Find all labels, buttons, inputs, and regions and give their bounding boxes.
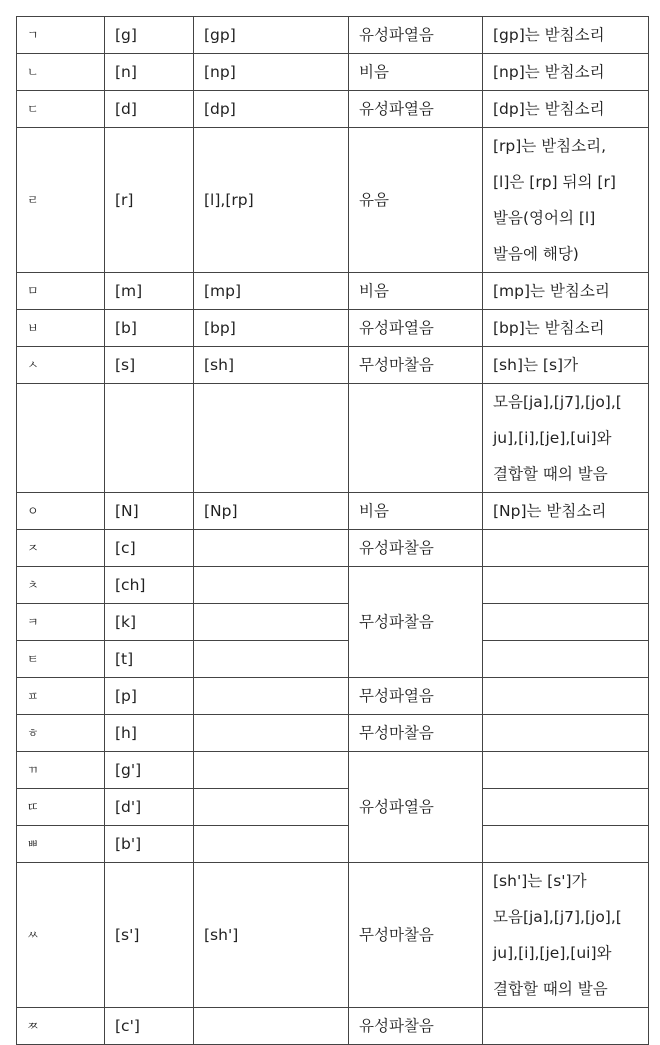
sound-type-cell: 무성파열음 <box>349 678 483 715</box>
letter-cell: ㅍ <box>17 678 105 715</box>
letter-cell: ㄸ <box>17 789 105 826</box>
initial-sound-cell: [c'] <box>105 1008 194 1045</box>
note-line: [bp]는 받침소리 <box>493 319 605 337</box>
table-row <box>17 715 649 752</box>
letter-cell: ㅂ <box>17 310 105 347</box>
final-sound-cell <box>194 715 349 752</box>
initial-sound-cell: [s] <box>105 347 194 384</box>
note-cell <box>483 493 649 530</box>
note-cell <box>483 641 649 678</box>
final-sound-cell: [bp] <box>194 310 349 347</box>
table-row <box>17 530 649 567</box>
note-cell <box>483 273 649 310</box>
table-row <box>17 273 649 310</box>
note-cell <box>483 752 649 789</box>
letter-cell: ㄷ <box>17 91 105 128</box>
note-line: [sh']는 [s']가 <box>493 872 587 890</box>
letter-cell: ㅊ <box>17 567 105 604</box>
final-sound-cell: [sh'] <box>194 863 349 1008</box>
table-row <box>17 17 649 54</box>
note-line: 결합할 때의 발음 <box>493 465 608 483</box>
initial-sound-cell: [c] <box>105 530 194 567</box>
letter-cell: ㅋ <box>17 604 105 641</box>
final-sound-cell: [Np] <box>194 493 349 530</box>
note-cell <box>483 310 649 347</box>
note-line: 모음[ja],[j7],[jo],[ <box>493 908 622 926</box>
table-row <box>17 604 649 641</box>
sound-type-cell: 유성파열음 <box>349 91 483 128</box>
letter-cell: ㄲ <box>17 752 105 789</box>
note-cell <box>483 789 649 826</box>
note-line: [dp]는 받침소리 <box>493 100 605 118</box>
final-sound-cell: [mp] <box>194 273 349 310</box>
sound-type-cell: 유음 <box>349 128 483 273</box>
initial-sound-cell: [t] <box>105 641 194 678</box>
final-sound-cell: [dp] <box>194 91 349 128</box>
table-row <box>17 493 649 530</box>
initial-sound-cell: [s'] <box>105 863 194 1008</box>
initial-sound-cell: [p] <box>105 678 194 715</box>
sound-type-cell: 무성마찰음 <box>349 863 483 1008</box>
initial-sound-cell: [r] <box>105 128 194 273</box>
letter-cell: ㄴ <box>17 54 105 91</box>
letter-cell: ㅎ <box>17 715 105 752</box>
table-row <box>17 347 649 384</box>
sound-type-cell: 비음 <box>349 273 483 310</box>
note-cell <box>483 384 649 493</box>
note-line: 발음에 해당) <box>493 245 579 263</box>
letter-cell <box>17 384 105 493</box>
letter-cell: ㄱ <box>17 17 105 54</box>
letter-cell: ㅌ <box>17 641 105 678</box>
initial-sound-cell: [d'] <box>105 789 194 826</box>
note-cell <box>483 1008 649 1045</box>
letter-cell: ㅆ <box>17 863 105 1008</box>
note-cell <box>483 54 649 91</box>
note-cell <box>483 863 649 1008</box>
initial-sound-cell: [m] <box>105 273 194 310</box>
final-sound-cell <box>194 384 349 493</box>
note-cell <box>483 715 649 752</box>
note-cell <box>483 678 649 715</box>
final-sound-cell <box>194 604 349 641</box>
letter-cell: ㄹ <box>17 128 105 273</box>
note-cell <box>483 567 649 604</box>
table-row <box>17 641 649 678</box>
note-line: [gp]는 받침소리 <box>493 26 605 44</box>
table-row <box>17 1008 649 1045</box>
note-line: 결합할 때의 발음 <box>493 980 608 998</box>
note-line: [mp]는 받침소리 <box>493 282 610 300</box>
initial-sound-cell: [b] <box>105 310 194 347</box>
sound-type-cell: 유성파열음 <box>349 17 483 54</box>
initial-sound-cell: [h] <box>105 715 194 752</box>
initial-sound-cell: [d] <box>105 91 194 128</box>
final-sound-cell <box>194 789 349 826</box>
note-line: 모음[ja],[j7],[jo],[ <box>493 393 622 411</box>
table-row <box>17 863 649 1008</box>
final-sound-cell <box>194 826 349 863</box>
sound-type-cell: 무성파찰음 <box>349 567 483 678</box>
sound-type-cell: 유성파찰음 <box>349 530 483 567</box>
initial-sound-cell: [g'] <box>105 752 194 789</box>
table-row <box>17 310 649 347</box>
letter-cell: ㅃ <box>17 826 105 863</box>
note-cell <box>483 530 649 567</box>
final-sound-cell: [sh] <box>194 347 349 384</box>
table-row <box>17 789 649 826</box>
final-sound-cell <box>194 567 349 604</box>
final-sound-cell: [np] <box>194 54 349 91</box>
initial-sound-cell: [g] <box>105 17 194 54</box>
letter-cell: ㅉ <box>17 1008 105 1045</box>
note-cell <box>483 128 649 273</box>
note-cell <box>483 347 649 384</box>
sound-type-cell: 비음 <box>349 54 483 91</box>
table-row <box>17 567 649 604</box>
final-sound-cell: [l],[rp] <box>194 128 349 273</box>
initial-sound-cell: [N] <box>105 493 194 530</box>
note-line: ju],[i],[je],[ui]와 <box>493 944 612 962</box>
letter-cell: ㅇ <box>17 493 105 530</box>
table-row <box>17 752 649 789</box>
table-row <box>17 54 649 91</box>
initial-sound-cell <box>105 384 194 493</box>
note-line: 발음(영어의 [l] <box>493 209 596 227</box>
final-sound-cell <box>194 752 349 789</box>
final-sound-cell <box>194 1008 349 1045</box>
note-line: [np]는 받침소리 <box>493 63 605 81</box>
table-row <box>17 384 649 493</box>
initial-sound-cell: [k] <box>105 604 194 641</box>
note-line: [sh]는 [s]가 <box>493 356 579 374</box>
sound-type-cell: 유성파열음 <box>349 752 483 863</box>
final-sound-cell <box>194 530 349 567</box>
letter-cell: ㅅ <box>17 347 105 384</box>
note-line: [rp]는 받침소리, <box>493 137 607 155</box>
letter-cell: ㅈ <box>17 530 105 567</box>
sound-type-cell: 유성파열음 <box>349 310 483 347</box>
sound-type-cell <box>349 384 483 493</box>
table-row <box>17 678 649 715</box>
table-row <box>17 91 649 128</box>
sound-type-cell: 무성마찰음 <box>349 347 483 384</box>
initial-sound-cell: [ch] <box>105 567 194 604</box>
sound-type-cell: 비음 <box>349 493 483 530</box>
note-cell <box>483 826 649 863</box>
sound-type-cell: 유성파찰음 <box>349 1008 483 1045</box>
phoneme-table <box>16 16 649 1045</box>
table-row <box>17 128 649 273</box>
letter-cell: ㅁ <box>17 273 105 310</box>
note-line: [l]은 [rp] 뒤의 [r] <box>493 173 616 191</box>
note-cell <box>483 604 649 641</box>
note-cell <box>483 91 649 128</box>
sound-type-cell: 무성마찰음 <box>349 715 483 752</box>
final-sound-cell <box>194 678 349 715</box>
initial-sound-cell: [b'] <box>105 826 194 863</box>
table-row <box>17 826 649 863</box>
table-body <box>17 17 649 1045</box>
initial-sound-cell: [n] <box>105 54 194 91</box>
final-sound-cell: [gp] <box>194 17 349 54</box>
note-line: [Np]는 받침소리 <box>493 502 607 520</box>
final-sound-cell <box>194 641 349 678</box>
note-line: ju],[i],[je],[ui]와 <box>493 429 612 447</box>
note-cell <box>483 17 649 54</box>
